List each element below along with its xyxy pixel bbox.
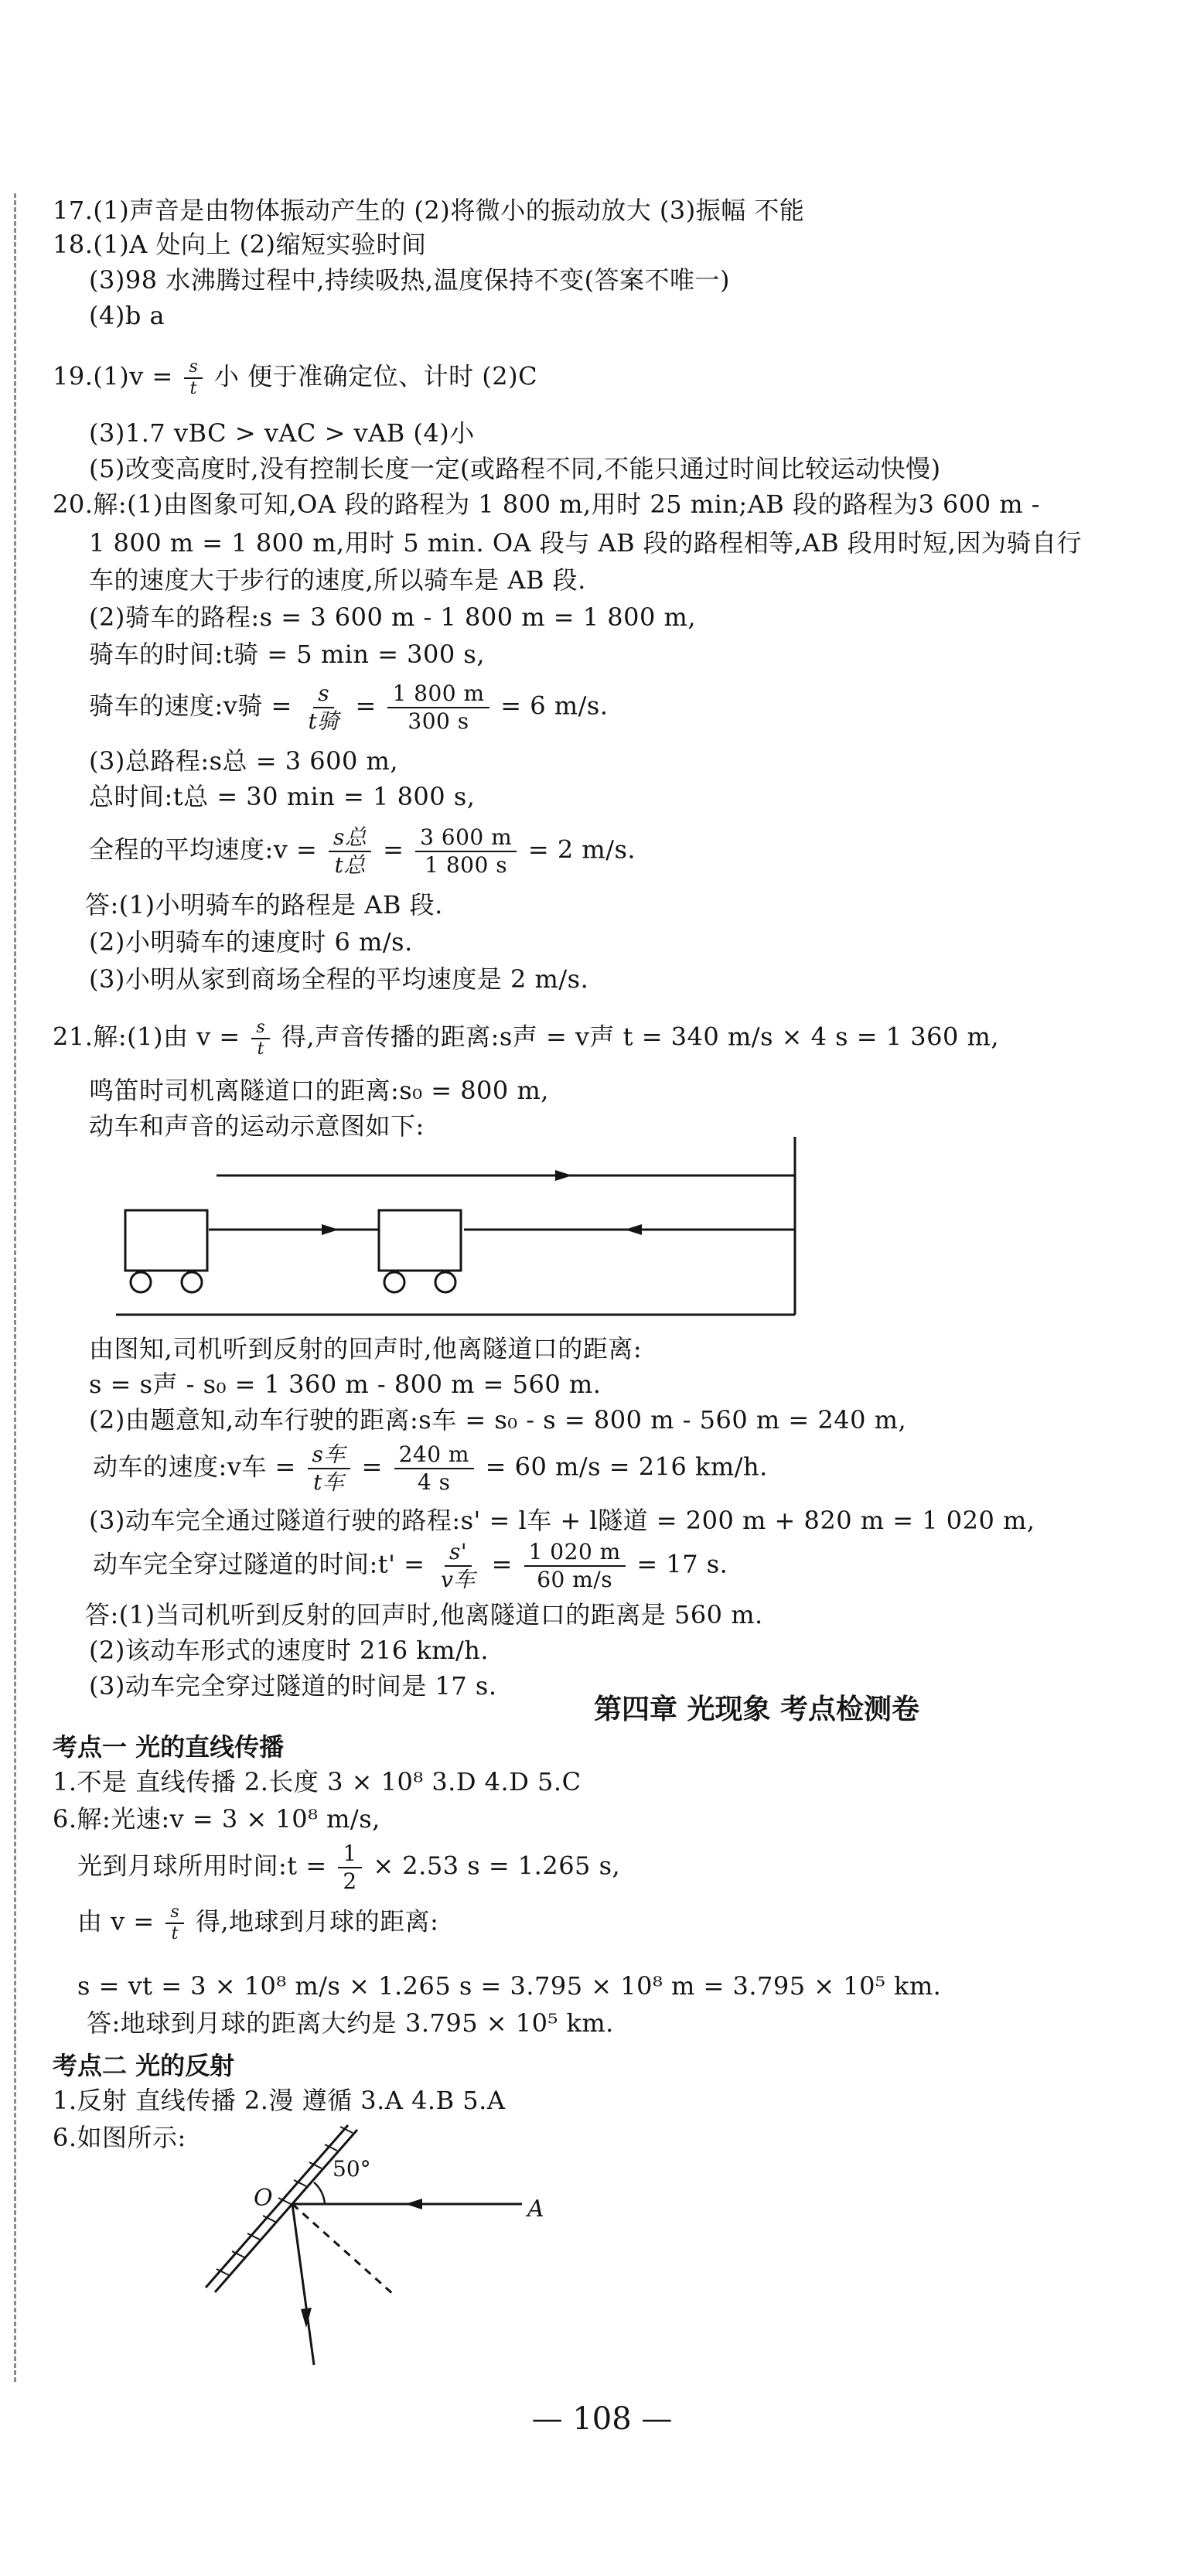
- reflected-ray-arrowhead: [301, 2308, 312, 2328]
- q21-speed-equals: =: [361, 1452, 383, 1482]
- q20-speed-frac2: [387, 681, 489, 735]
- q20-ans1: 答:(1)小明骑车的路程是 AB 段.: [85, 890, 443, 920]
- q21-ans2: (2)该动车形式的速度时 216 km/h.: [89, 1636, 489, 1665]
- q21-time-frac2: [524, 1539, 626, 1593]
- page-number: — 108 —: [531, 2401, 673, 2437]
- q18-line2: (3)98 水沸腾过程中,持续吸热,温度保持不变(答案不唯一): [89, 265, 731, 295]
- q21-prefix: 21.解:(1)由 v =: [53, 1022, 240, 1052]
- q20-speed-den2: 300 s: [408, 708, 469, 734]
- q18-line1: 18.(1)A 处向上 (2)缩短实验时间: [53, 230, 427, 259]
- kp1-dist-frac: [165, 1902, 184, 1944]
- q19-line2: (3)1.7 vBC > vAC > vAB (4)小: [89, 418, 475, 448]
- q21-ans3: (3)动车完全穿过隧道的时间是 17 s.: [89, 1671, 497, 1701]
- train-movement-arrowhead: [322, 1224, 339, 1235]
- train-end: [379, 1210, 461, 1292]
- kp1-dist-suffix: 得,地球到月球的距离:: [195, 1906, 439, 1936]
- q20-speed-num2: 1 800 m: [387, 681, 489, 708]
- q20-speed-line: [89, 681, 608, 735]
- q20-avg-num2: 3 600 m: [415, 824, 517, 852]
- q20-avg-prefix: 全程的平均速度:v =: [89, 834, 318, 865]
- q19-suffix: 小 便于准确定位、计时 (2)C: [213, 361, 538, 391]
- q21-suffix: 得,声音传播的距离:s声 = v声 t = 340 m/s × 4 s = 1 360 m,: [281, 1022, 1000, 1052]
- q20-avg-equals: =: [383, 834, 404, 865]
- incident-ray-arrowhead: [405, 2199, 422, 2209]
- q21-line5: s = s声 - s₀ = 1 360 m - 800 m = 560 m.: [89, 1370, 602, 1399]
- q20-line2: 1 800 m = 1 800 m,用时 5 min. OA 段与 AB 段的路程相等,AB 段用时短,因为骑自行: [89, 528, 1082, 558]
- q21-speed-den1: t车: [313, 1469, 345, 1495]
- sound-forward-arrowhead: [555, 1170, 572, 1181]
- kp1-time-den: 2: [343, 1868, 357, 1894]
- binding-margin-line: [14, 193, 16, 2382]
- angle-arc: [314, 2182, 325, 2204]
- kp1-dist-line: [77, 1902, 438, 1944]
- section-kp2-title: 考点二 光的反射: [53, 2051, 235, 2080]
- q21-time-den1: v车: [441, 1567, 476, 1592]
- q17-line: 17.(1)声音是由物体振动产生的 (2)将微小的振动放大 (3)振幅 不能: [53, 196, 805, 225]
- q21-fraction: [251, 1018, 270, 1059]
- q19-prefix: 19.(1)v =: [53, 361, 173, 391]
- kp1-time-line: [77, 1841, 620, 1895]
- q19-line3: (5)改变高度时,没有控制长度一定(或路程不同,不能只通过时间比较运动快慢): [89, 454, 941, 483]
- q20-line4: (2)骑车的路程:s = 3 600 m - 1 800 m = 1 800 m,: [89, 602, 697, 632]
- q19-line1: [53, 357, 537, 399]
- label-angle: 50°: [333, 2156, 371, 2182]
- train-start-body: [125, 1210, 207, 1271]
- q20-line7: (3)总路程:s总 = 3 600 m,: [89, 746, 398, 776]
- q18-line3: (4)b a: [89, 301, 165, 330]
- kp1-line2: 6.解:光速:v = 3 × 10⁸ m/s,: [53, 1804, 380, 1834]
- q20-line3: 车的速度大于步行的速度,所以骑车是 AB 段.: [89, 565, 586, 595]
- q20-avg-frac1: [329, 824, 371, 879]
- reflected-ray: [292, 2204, 314, 2365]
- kp1-line5: s = vt = 3 × 10⁸ m/s × 1.265 s = 3.795 × 10⁸ m = 3.795 × 10⁵ km.: [77, 1971, 942, 2001]
- q19-fraction: [184, 357, 203, 399]
- q20-speed-den1: t骑: [308, 708, 339, 734]
- q20-line1: 20.解:(1)由图象可知,OA 段的路程为 1 800 m,用时 25 min;AB 段的路程为3 600 m -: [53, 490, 1041, 519]
- q20-avg-frac2: [415, 824, 517, 879]
- train-sound-diagram: [116, 1137, 812, 1322]
- q20-equals: =: [355, 691, 377, 721]
- kp1-dist-prefix: 由 v =: [77, 1906, 155, 1936]
- train-end-wheel-left: [384, 1272, 404, 1292]
- q21-line1: [53, 1018, 999, 1059]
- q21-speed-prefix: 动车的速度:v车 =: [93, 1452, 296, 1482]
- kp1-time-suffix: × 2.53 s = 1.265 s,: [373, 1851, 621, 1881]
- echo-return-arrowhead: [625, 1224, 642, 1235]
- q21-line2: 鸣笛时司机离隧道口的距离:s₀ = 800 m,: [89, 1076, 549, 1105]
- q20-avg-line: [89, 824, 636, 879]
- q20-speed-prefix: 骑车的速度:v骑 =: [89, 691, 292, 721]
- kp1-line6: 答:地球到月球的距离大约是 3.795 × 10⁵ km.: [87, 2008, 614, 2038]
- train-start: [125, 1210, 207, 1292]
- q21-time-suffix: = 17 s.: [636, 1549, 728, 1579]
- q21-time-den2: 60 m/s: [537, 1567, 613, 1592]
- q20-line8: 总时间:t总 = 30 min = 1 800 s,: [89, 782, 476, 811]
- label-a: A: [527, 2196, 544, 2223]
- q21-time-num2: 1 020 m: [524, 1539, 626, 1567]
- q21-frac-num: s: [251, 1018, 270, 1039]
- q19-frac-num: s: [184, 357, 203, 379]
- q21-ans1: 答:(1)当司机听到反射的回声时,他离隧道口的距离是 560 m.: [85, 1600, 763, 1629]
- q21-speed-frac2: [394, 1442, 474, 1496]
- mirror-line-back: [215, 2130, 357, 2292]
- q21-line4: 由图知,司机听到反射的回声时,他离隧道口的距离:: [89, 1334, 643, 1363]
- q21-speed-frac1: [308, 1442, 350, 1496]
- q20-ans3: (3)小明从家到商场全程的平均速度是 2 m/s.: [89, 964, 589, 994]
- q19-frac-den: t: [189, 379, 198, 398]
- kp1-time-frac: [338, 1841, 361, 1895]
- q20-speed-suffix: = 6 m/s.: [500, 691, 609, 721]
- q21-time-prefix: 动车完全穿过隧道的时间:t' =: [93, 1549, 425, 1579]
- kp1-dist-den: t: [171, 1924, 179, 1943]
- kp1-line1: 1.不是 直线传播 2.长度 3 × 10⁸ 3.D 4.D 5.C: [53, 1767, 582, 1796]
- q20-speed-num1: s: [313, 681, 334, 708]
- q21-time-num1: s': [445, 1539, 472, 1567]
- kp2-line1: 1.反射 直线传播 2.漫 遵循 3.A 4.B 5.A: [53, 2086, 506, 2115]
- label-o: O: [254, 2185, 273, 2212]
- q21-speed-line: [93, 1442, 768, 1496]
- kp1-time-num: 1: [338, 1841, 361, 1868]
- q20-avg-den2: 1 800 s: [425, 852, 508, 878]
- q20-avg-den1: t总: [334, 852, 366, 878]
- kp1-time-prefix: 光到月球所用时间:t =: [77, 1851, 327, 1881]
- q20-ans2: (2)小明骑车的速度时 6 m/s.: [89, 927, 413, 957]
- q21-line6: (2)由题意知,动车行驶的距离:s车 = s₀ - s = 800 m - 560 m = 240 m,: [89, 1405, 907, 1435]
- section-kp1-title: 考点一 光的直线传播: [53, 1732, 285, 1762]
- q20-speed-frac1: [304, 681, 344, 735]
- train-start-wheel-right: [182, 1272, 202, 1292]
- q21-line8: (3)动车完全通过隧道行驶的路程:s' = l车 + l隧道 = 200 m + 820 m = 1 020 m,: [89, 1506, 1035, 1535]
- kp1-dist-num: s: [165, 1902, 184, 1924]
- q21-time-line: [93, 1539, 728, 1593]
- train-end-wheel-right: [435, 1272, 455, 1292]
- q21-frac-den: t: [257, 1039, 264, 1059]
- mirror-hatching: [217, 2127, 353, 2275]
- q20-avg-num1: s总: [329, 824, 371, 852]
- q21-line3: 动车和声音的运动示意图如下:: [89, 1111, 425, 1141]
- train-end-body: [379, 1210, 461, 1271]
- q21-time-equals: =: [491, 1549, 513, 1579]
- q21-speed-num1: s车: [308, 1442, 350, 1469]
- reflection-diagram: [193, 2119, 595, 2382]
- train-start-wheel-left: [131, 1272, 151, 1292]
- normal-line: [292, 2204, 394, 2295]
- q21-speed-suffix: = 60 m/s = 216 km/h.: [485, 1452, 768, 1482]
- q21-time-frac1: [436, 1539, 480, 1593]
- q20-line5: 骑车的时间:t骑 = 5 min = 300 s,: [89, 640, 486, 669]
- q21-speed-num2: 240 m: [394, 1442, 474, 1469]
- chapter-title: 第四章 光现象 考点检测卷: [593, 1694, 920, 1725]
- mirror-line-front: [206, 2125, 348, 2288]
- kp2-line2: 6.如图所示:: [53, 2123, 186, 2152]
- q21-speed-den2: 4 s: [417, 1469, 451, 1495]
- q20-avg-suffix: = 2 m/s.: [527, 834, 636, 865]
